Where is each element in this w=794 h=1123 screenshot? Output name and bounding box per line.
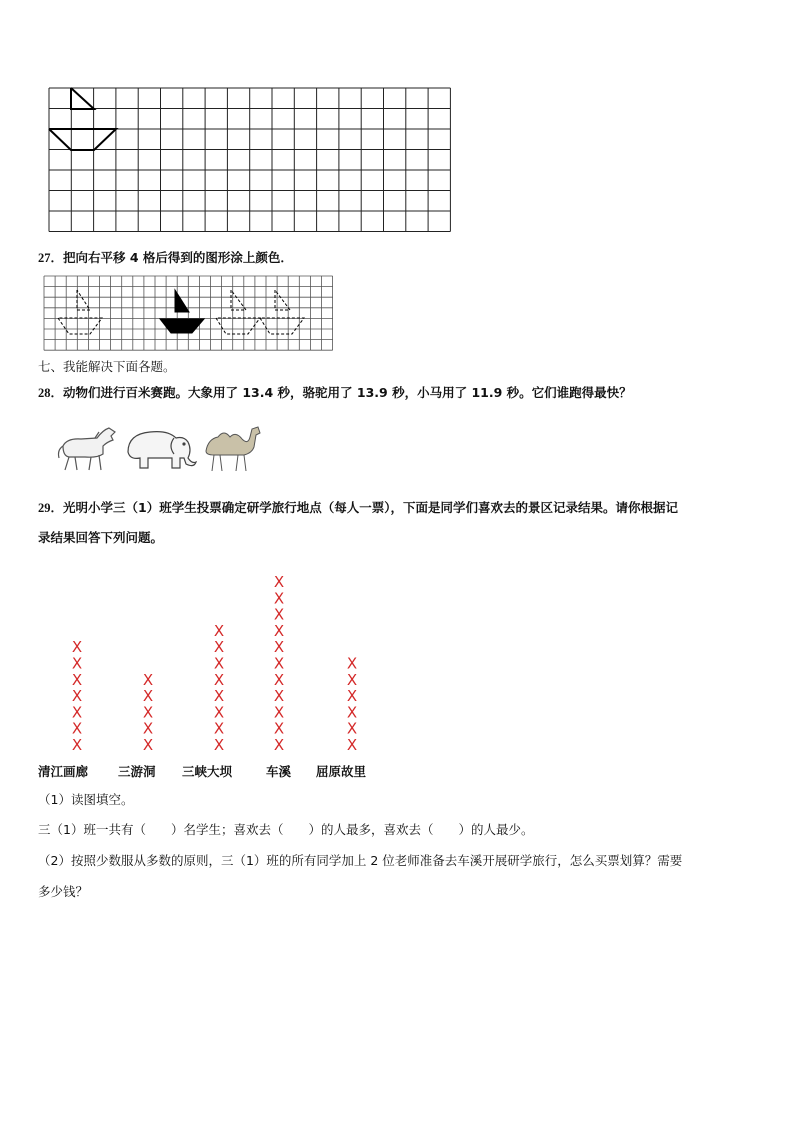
black-boat <box>160 290 204 333</box>
tally-mark-4-5: X <box>346 654 358 673</box>
tally-mark-0-3: X <box>71 687 83 706</box>
tally-mark-0-2: X <box>71 703 83 722</box>
boat-outline-figure <box>49 88 116 150</box>
question-28: 28．动物们进行百米赛跑。大象用了 13.4 秒，骆驼用了 13.9 秒，小马用了 11.9 秒。它们谁跑得最快？ <box>38 385 632 400</box>
tally-mark-3-10: X <box>273 573 285 591</box>
tally-mark-3-5: X <box>273 654 285 673</box>
tally-mark-2-6: X <box>213 638 225 657</box>
section-7-title: 七、我能解决下面各题。 <box>38 359 176 374</box>
tally-mark-0-4: X <box>71 670 83 689</box>
top-grid-figure <box>49 88 451 232</box>
question-29-line-1: 29．光明小学三（1）班学生投票确定研学旅行地点（每人一票），下面是同学们喜欢去的景区记录结果。请你根据记 <box>38 500 678 515</box>
tally-mark-2-5: X <box>213 654 225 673</box>
tally-mark-3-3: X <box>273 687 285 706</box>
tally-mark-3-8: X <box>273 605 285 624</box>
tally-mark-0-5: X <box>71 654 83 673</box>
question-27: 27．把向右平移 4 格后得到的图形涂上颜色． <box>38 250 293 265</box>
tally-mark-3-6: X <box>273 638 285 657</box>
tally-mark-2-7: X <box>213 621 225 640</box>
dashed-boat-3 <box>260 290 304 334</box>
tally-mark-2-0: X <box>213 736 225 754</box>
camel-icon <box>202 423 264 475</box>
tally-mark-2-4: X <box>213 670 225 689</box>
tally-mark-3-0: X <box>273 736 285 754</box>
tally-mark-0-0: X <box>71 736 83 754</box>
category-label-2: 三峡大坝 <box>182 764 233 779</box>
tally-mark-1-2: X <box>142 703 154 722</box>
tally-mark-4-0: X <box>346 736 358 754</box>
translation-grid-figure <box>44 276 334 350</box>
question-29-line-2: 录结果回答下列问题。 <box>38 530 164 545</box>
category-label-4: 屈原故里 <box>316 764 367 779</box>
dashed-boat-1 <box>58 290 102 334</box>
tally-mark-1-1: X <box>142 719 154 738</box>
tally-mark-4-3: X <box>346 687 358 706</box>
tally-mark-3-2: X <box>273 703 285 722</box>
tally-mark-0-6: X <box>71 638 83 657</box>
tally-mark-1-3: X <box>142 687 154 706</box>
category-label-1: 三游洞 <box>118 764 156 779</box>
tally-mark-1-0: X <box>142 736 154 754</box>
tally-mark-0-1: X <box>71 719 83 738</box>
translation-grid <box>44 276 333 350</box>
category-label-0: 清江画廊 <box>38 764 89 779</box>
part-2-line-2: 多少钱？ <box>38 884 89 899</box>
tally-marks <box>72 573 357 754</box>
tally-mark-3-1: X <box>273 719 285 738</box>
tally-mark-3-9: X <box>273 589 285 608</box>
tally-mark-4-2: X <box>346 703 358 722</box>
part-2-line-1: （2）按照少数服从多数的原则，三（1）班的所有同学加上 2 位老师准备去车溪开展研学旅行，怎么买票划算？需要 <box>38 853 683 868</box>
tally-mark-3-7: X <box>273 621 285 640</box>
tally-mark-2-2: X <box>213 703 225 722</box>
tally-mark-2-1: X <box>213 719 225 738</box>
tally-mark-4-1: X <box>346 719 358 738</box>
part-1-fill-in: 三（1）班一共有（ ）名学生；喜欢去（ ）的人最多，喜欢去（ ）的人最少。 <box>38 822 534 837</box>
dashed-boat-2 <box>216 290 260 334</box>
tally-mark-2-3: X <box>213 687 225 706</box>
category-label-3: 车溪 <box>266 764 292 779</box>
tally-mark-3-4: X <box>273 670 285 689</box>
horse-icon <box>55 424 119 474</box>
tally-mark-1-4: X <box>142 670 154 689</box>
tally-chart <box>0 560 420 780</box>
elephant-icon <box>122 428 198 472</box>
part-1-title: （1）读图填空。 <box>38 792 134 807</box>
tally-mark-4-4: X <box>346 670 358 689</box>
top-grid <box>49 88 450 232</box>
